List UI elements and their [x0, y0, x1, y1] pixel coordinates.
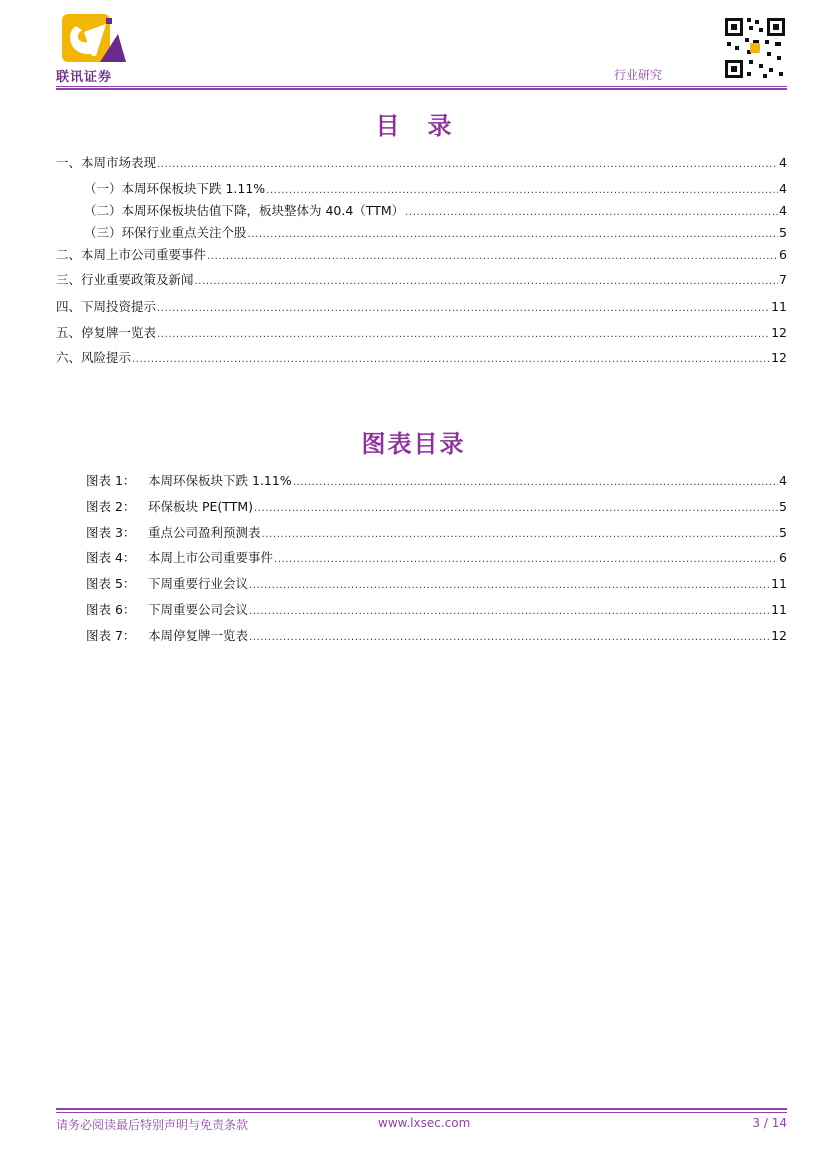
- toc-entry-page: 4: [779, 181, 787, 196]
- toc-entry[interactable]: [84, 203, 787, 219]
- toc-entry-page: 12: [771, 350, 787, 365]
- toc-leader: [207, 249, 778, 265]
- figure-number: 图表 1：: [86, 473, 136, 488]
- footer-website-link[interactable]: www.lxsec.com: [378, 1116, 471, 1130]
- toc-leader: [132, 352, 770, 368]
- toc-entry[interactable]: [56, 155, 787, 171]
- figure-number: 图表 2：: [86, 499, 136, 514]
- figures-title: 图表目录: [361, 430, 466, 458]
- figure-page: 6: [779, 550, 787, 565]
- toc-leader: [266, 183, 778, 199]
- toc-entry[interactable]: [84, 225, 787, 241]
- toc-entry[interactable]: [84, 181, 787, 197]
- toc-leader: [249, 604, 770, 620]
- figure-page: 4: [779, 473, 787, 488]
- figure-label: 重点公司盈利预测表: [148, 525, 261, 540]
- toc-entry[interactable]: [56, 247, 787, 263]
- figure-entry[interactable]: [86, 473, 787, 489]
- figure-number: 图表 5：: [86, 576, 136, 591]
- toc-entry-label: 二、本周上市公司重要事件: [56, 247, 207, 262]
- toc-leader: [157, 327, 770, 343]
- qr-code-icon: [723, 16, 787, 80]
- toc-title: 目录: [375, 112, 480, 140]
- toc-entry-label: 三、行业重要政策及新闻: [56, 272, 194, 287]
- figure-label: 下周重要公司会议: [148, 602, 249, 617]
- figure-label: 下周重要行业会议: [148, 576, 249, 591]
- header-rule-thick: [56, 88, 787, 90]
- report-type-label: 行业研究: [613, 68, 662, 82]
- toc-entry-label: 四、下周投资提示: [56, 299, 157, 314]
- toc-leader: [405, 205, 778, 221]
- figure-number: 图表 7：: [86, 628, 136, 643]
- toc-leader: [262, 527, 779, 543]
- toc-leader: [157, 157, 778, 173]
- toc-leader: [249, 630, 770, 646]
- toc-entry-page: 4: [779, 155, 787, 170]
- footer-rule-thick: [56, 1108, 787, 1110]
- figure-entry[interactable]: [86, 628, 787, 644]
- toc-entry-label: （一）本周环保板块下跌 1.11%: [84, 181, 266, 196]
- figure-entry[interactable]: [86, 525, 787, 541]
- footer-rule-thin: [56, 1112, 787, 1113]
- toc-leader: [254, 501, 778, 517]
- figure-entry[interactable]: [86, 499, 787, 515]
- figure-page: 12: [771, 628, 787, 643]
- toc-entry-label: （二）本周环保板块估值下降，板块整体为 40.4（TTM）: [84, 203, 405, 218]
- footer-page-indicator: 3 / 14: [752, 1116, 787, 1130]
- figure-page: 5: [779, 525, 787, 540]
- figure-label: 环保板块 PE(TTM): [148, 499, 253, 514]
- toc-entry[interactable]: [56, 350, 787, 366]
- toc-entry[interactable]: [56, 325, 787, 341]
- figure-page: 5: [779, 499, 787, 514]
- toc-entry-page: 4: [779, 203, 787, 218]
- toc-entry[interactable]: [56, 272, 787, 288]
- toc-entry-page: 7: [779, 272, 787, 287]
- figure-entry[interactable]: [86, 602, 787, 618]
- figure-label: 本周上市公司重要事件: [148, 550, 274, 565]
- toc-entry-label: 六、风险提示: [56, 350, 132, 365]
- footer-disclaimer[interactable]: 请务必阅读最后特别声明与免责条款: [56, 1118, 249, 1132]
- figure-label: 本周环保板块下跌 1.11%: [148, 473, 292, 488]
- toc-leader: [274, 552, 778, 568]
- figure-label: 本周停复牌一览表: [148, 628, 249, 643]
- figure-page: 11: [771, 576, 787, 591]
- figure-number: 图表 6：: [86, 602, 136, 617]
- toc-leader: [248, 227, 779, 243]
- figure-entry[interactable]: [86, 576, 787, 592]
- header-rule-thin: [56, 86, 787, 87]
- toc-entry[interactable]: [56, 299, 787, 315]
- toc-entry-label: 一、本周市场表现: [56, 155, 157, 170]
- toc-entry-page: 11: [771, 299, 787, 314]
- toc-entry-label: （三）环保行业重点关注个股: [84, 225, 247, 240]
- toc-entry-page: 5: [779, 225, 787, 240]
- toc-leader: [249, 578, 770, 594]
- company-name: 联讯证券: [56, 70, 113, 85]
- figure-number: 图表 4：: [86, 550, 136, 565]
- toc-leader: [195, 274, 779, 290]
- toc-leader: [157, 301, 770, 317]
- toc-entry-page: 12: [771, 325, 787, 340]
- figure-number: 图表 3：: [86, 525, 136, 540]
- toc-leader: [293, 475, 778, 491]
- toc-entry-label: 五、停复牌一览表: [56, 325, 157, 340]
- figure-page: 11: [771, 602, 787, 617]
- figure-entry[interactable]: [86, 550, 787, 566]
- toc-entry-page: 6: [779, 247, 787, 262]
